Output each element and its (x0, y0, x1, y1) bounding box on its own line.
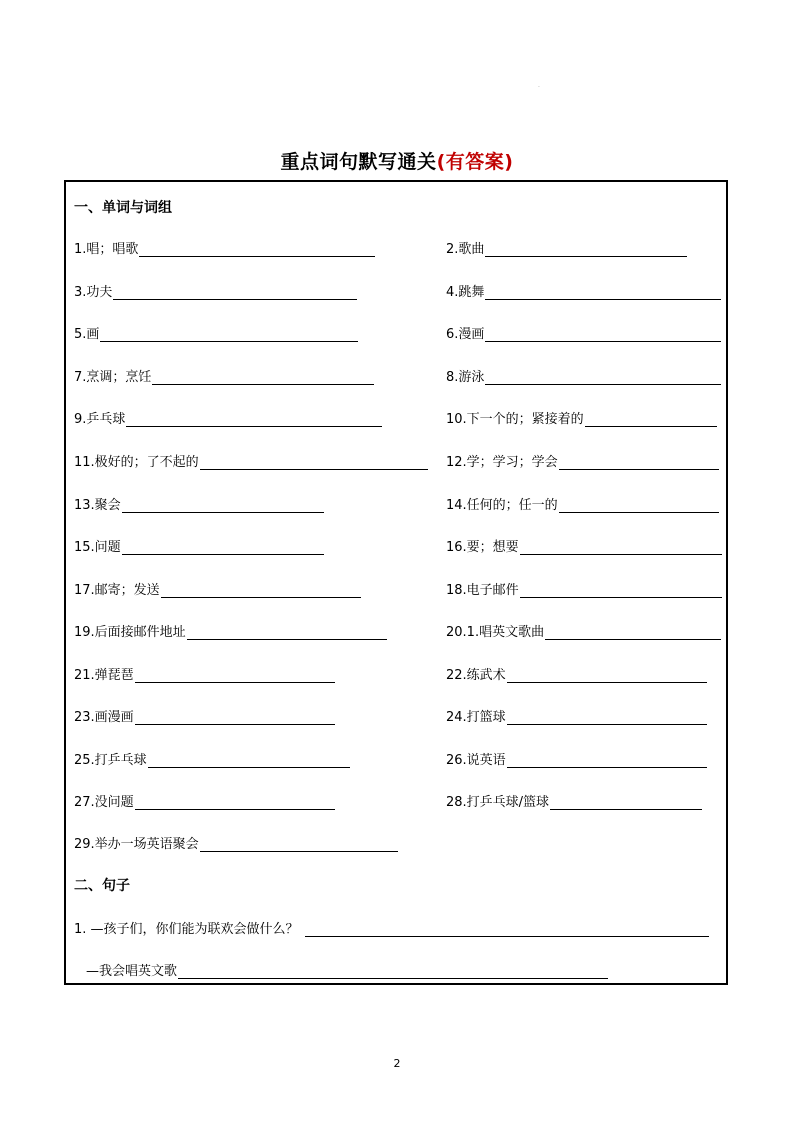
answer-line[interactable] (545, 627, 721, 640)
blank-item-4: 4.跳舞 (446, 281, 721, 300)
answer-line[interactable] (559, 500, 719, 513)
blank-item-25: 25.打乒乓球 (74, 749, 350, 768)
sentence-item-2: —我会唱英文歌 (86, 960, 608, 979)
section-heading-words: 一、单词与词组 (74, 200, 172, 216)
answer-line[interactable] (152, 372, 374, 385)
section-heading-sentences: 二、句子 (74, 878, 130, 894)
title-main: 重点词句默写通关 (280, 151, 437, 173)
blank-item-22: 22.练武术 (446, 664, 707, 683)
answer-line[interactable] (135, 797, 335, 810)
blank-item-10: 10.下一个的；紧接着的 (446, 408, 717, 427)
blank-item-21: 21.弹琵琶 (74, 664, 335, 683)
blank-item-14: 14.任何的；任一的 (446, 494, 719, 513)
blank-item-29: 29.举办一场英语聚会 (74, 833, 398, 852)
blank-item-23: 23.画漫画 (74, 706, 335, 725)
answer-line[interactable] (100, 329, 358, 342)
blank-item-18: 18.电子邮件 (446, 579, 722, 598)
answer-line[interactable] (122, 500, 324, 513)
answer-line[interactable] (507, 755, 707, 768)
worksheet-box (64, 180, 728, 985)
answer-line[interactable] (550, 797, 702, 810)
blank-item-24: 24.打篮球 (446, 706, 707, 725)
blank-item-16: 16.要；想要 (446, 536, 722, 555)
blank-item-12: 12.学；学习；学会 (446, 451, 719, 470)
answer-line[interactable] (585, 414, 717, 427)
blank-item-2: 2.歌曲 (446, 238, 687, 257)
blank-item-3: 3.功夫 (74, 281, 357, 300)
answer-line[interactable] (113, 287, 357, 300)
page-title (0, 147, 794, 174)
answer-line[interactable] (187, 627, 387, 640)
answer-line[interactable] (507, 712, 707, 725)
answer-line[interactable] (126, 414, 382, 427)
blank-item-17: 17.邮寄；发送 (74, 579, 361, 598)
blank-item-27: 27.没问题 (74, 791, 335, 810)
answer-line[interactable] (520, 585, 722, 598)
answer-line[interactable] (161, 585, 361, 598)
blank-item-19: 19.后面接邮件地址 (74, 621, 387, 640)
blank-item-7: 7.烹调；烹饪 (74, 366, 374, 385)
answer-line[interactable] (305, 924, 709, 937)
blank-item-6: 6.漫画 (446, 323, 721, 342)
blank-item-9: 9.乒乓球 (74, 408, 382, 427)
page-number: 2 (393, 1057, 401, 1070)
blank-item-28: 28.打乒乓球/篮球 (446, 791, 702, 810)
blank-item-20: 20.1.唱英文歌曲 (446, 621, 721, 640)
title-answer-note: (有答案) (436, 151, 514, 173)
answer-line[interactable] (507, 670, 707, 683)
answer-line[interactable] (485, 372, 721, 385)
answer-line[interactable] (485, 329, 721, 342)
blank-item-11: 11.极好的；了不起的 (74, 451, 428, 470)
answer-line[interactable] (485, 287, 721, 300)
answer-line[interactable] (135, 670, 335, 683)
blank-item-26: 26.说英语 (446, 749, 707, 768)
sentence-item-1: 1. —孩子们，你们能为联欢会做什么？ (74, 918, 709, 937)
blank-item-15: 15.问题 (74, 536, 324, 555)
answer-line[interactable] (135, 712, 335, 725)
answer-line[interactable] (122, 542, 324, 555)
answer-line[interactable] (139, 244, 375, 257)
blank-item-1: 1.唱；唱歌 (74, 238, 375, 257)
answer-line[interactable] (200, 839, 398, 852)
answer-line[interactable] (559, 457, 719, 470)
header-mark: . (538, 82, 540, 89)
blank-item-13: 13.聚会 (74, 494, 324, 513)
answer-line[interactable] (485, 244, 687, 257)
answer-line[interactable] (148, 755, 350, 768)
blank-item-8: 8.游泳 (446, 366, 721, 385)
answer-line[interactable] (178, 966, 608, 979)
answer-line[interactable] (520, 542, 722, 555)
answer-line[interactable] (200, 457, 428, 470)
blank-item-5: 5.画 (74, 323, 358, 342)
